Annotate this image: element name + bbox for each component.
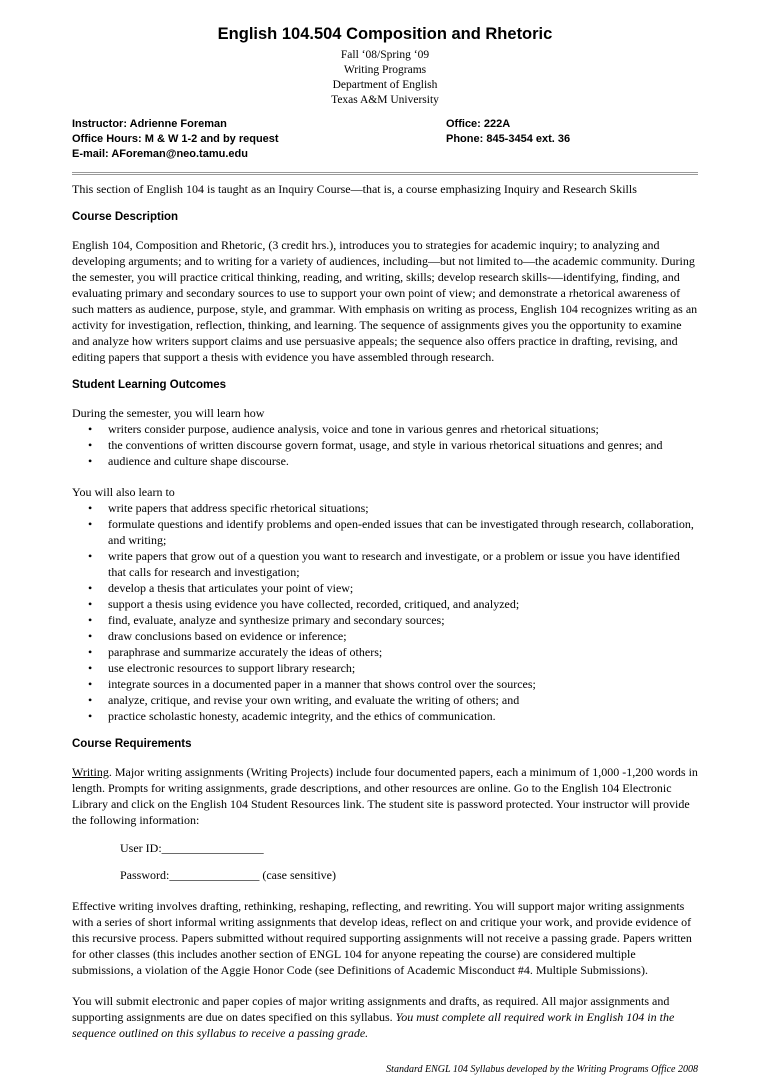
document-title: English 104.504 Composition and Rhetoric <box>217 25 553 43</box>
effective-writing-paragraph: Effective writing involves drafting, rethinking, reshaping, reflecting, and rewriting. You will support major writing assignments with a series of short informal writing assignments that develop ideas, reflect on and critique your work, and provide evidence of this recursive process. Papers submitted without required supporting assignments will not receive a passing grade. Papers written for other classes (this includes another section of ENGL 104 for anyone repeating the course) are considered multiple submissions, a violation of the Aggie Honor Code (see Definitions of Academic Misconduct #4. Multiple Submissions). <box>72 899 692 977</box>
instructor-name: Instructor: Adrienne Foreman <box>72 118 227 130</box>
list-item: • write papers that grow out of a question you want to research and investigate, or a problem or issue you have identified that calls for research and investigation; <box>72 548 698 580</box>
outcomes-intro: During the semester, you will learn how <box>72 406 265 420</box>
instructor-info <box>72 117 698 162</box>
submission-paragraph <box>72 993 698 1041</box>
term: Fall ‘08/Spring ‘09 <box>340 49 430 61</box>
divider <box>72 172 698 175</box>
list-item: • use electronic resources to support library research; <box>72 660 698 676</box>
outcomes-heading: Student Learning Outcomes <box>72 379 226 391</box>
program: Writing Programs <box>343 64 427 76</box>
list-item: • write papers that address specific rhetorical situations; <box>72 500 698 516</box>
office: Office: 222A <box>446 118 511 130</box>
list-item: • practice scholastic honesty, academic integrity, and the ethics of communication. <box>72 708 698 724</box>
submission-emphasis: You must complete all required work in English 104 in the sequence outlined on this syllabus to receive a passing grade. <box>72 1010 675 1040</box>
course-description-text: English 104, Composition and Rhetoric, (3 credit hrs.), introduces you to strategies for academic inquiry; to analyzing and developing arguments; and to writing for a variety of audiences, including—but not limited to—the academic community. During the semester, you will practice critical thinking, reading, and writing, skills; develop research skills-—identifying, finding, and evaluating primary and secondary sources to use to support your own point of view; and demonstrate a rhetorical awareness of such matters as audience, purpose, style, and grammar. With emphasis on writing as process, English 104 recognizes writing as an activity for investigation, reflection, thinking, and learning. The sequence of assignments gives you the opportunity to examine and analyze how writers support claims and use persuasive appeals; the sequence also offers practice in drafting, revising, and editing papers that support a thesis with evidence you have assembled through research. <box>72 238 698 364</box>
list-item: • develop a thesis that articulates your point of view; <box>72 580 698 596</box>
phone: Phone: 845-3454 ext. 36 <box>446 133 571 145</box>
submission-text: You will submit electronic and paper copies of major writing assignments and drafts, as required. All major assignments and supporting assignments are due on dates specified on this syllabus. <box>72 994 670 1024</box>
list-item: • draw conclusions based on evidence or inference; <box>72 628 698 644</box>
syllabus-page <box>72 0 698 1053</box>
university: Texas A&M University <box>331 94 439 106</box>
outcomes-intro-2: You will also learn to <box>72 485 175 499</box>
requirements-heading: Course Requirements <box>72 738 192 750</box>
writing-label: Writing <box>72 765 109 779</box>
list-item: • support a thesis using evidence you have collected, recorded, critiqued, and analyzed; <box>72 596 698 612</box>
course-description-heading: Course Description <box>72 211 179 223</box>
footer-note: Standard ENGL 104 Syllabus developed by the Writing Programs Office 2008 <box>386 1064 698 1075</box>
list-item: • paraphrase and summarize accurately the ideas of others; <box>72 644 698 660</box>
list-item: • integrate sources in a documented paper in a manner that shows control over the sources; <box>72 676 698 692</box>
list-item: • writers consider purpose, audience analysis, voice and tone in various genres and rhetorical situations; <box>72 421 698 437</box>
writing-text: . Major writing assignments (Writing Projects) include four documented papers, each a minimum of 1,000 -1,200 words in length. Prompts for writing assignments, grade descriptions, and other resources are online. Go to the English 104 Electronic Library and click on the English 104 Student Resources link. The student site is password protected. Your instructor will provide the following information: <box>72 765 698 827</box>
list-item: • find, evaluate, analyze and synthesize primary and secondary sources; <box>72 612 698 628</box>
outcomes-list-1 <box>72 421 698 469</box>
intro-text: This section of English 104 is taught as an Inquiry Course—that is, a course emphasizing Inquiry and Research Skills <box>72 182 637 196</box>
department: Department of English <box>332 79 438 91</box>
writing-paragraph <box>72 764 698 828</box>
list-item: • analyze, critique, and revise your own writing, and evaluate the writing of others; and <box>72 692 698 708</box>
user-id-line: User ID:_________________ <box>120 841 264 855</box>
list-item: • the conventions of written discourse govern format, usage, and style in various rhetorical situations and genres; and <box>72 437 698 453</box>
password-line: Password:_______________ (case sensitive) <box>120 868 336 882</box>
outcomes-list-2 <box>72 500 698 724</box>
list-item: • formulate questions and identify problems and open-ended issues that can be investigated through research, collaboration, and writing; <box>72 516 698 548</box>
instructor-email: E-mail: AForeman@neo.tamu.edu <box>72 148 248 160</box>
list-item: • audience and culture shape discourse. <box>72 453 698 469</box>
office-hours: Office Hours: M & W 1-2 and by request <box>72 133 279 145</box>
